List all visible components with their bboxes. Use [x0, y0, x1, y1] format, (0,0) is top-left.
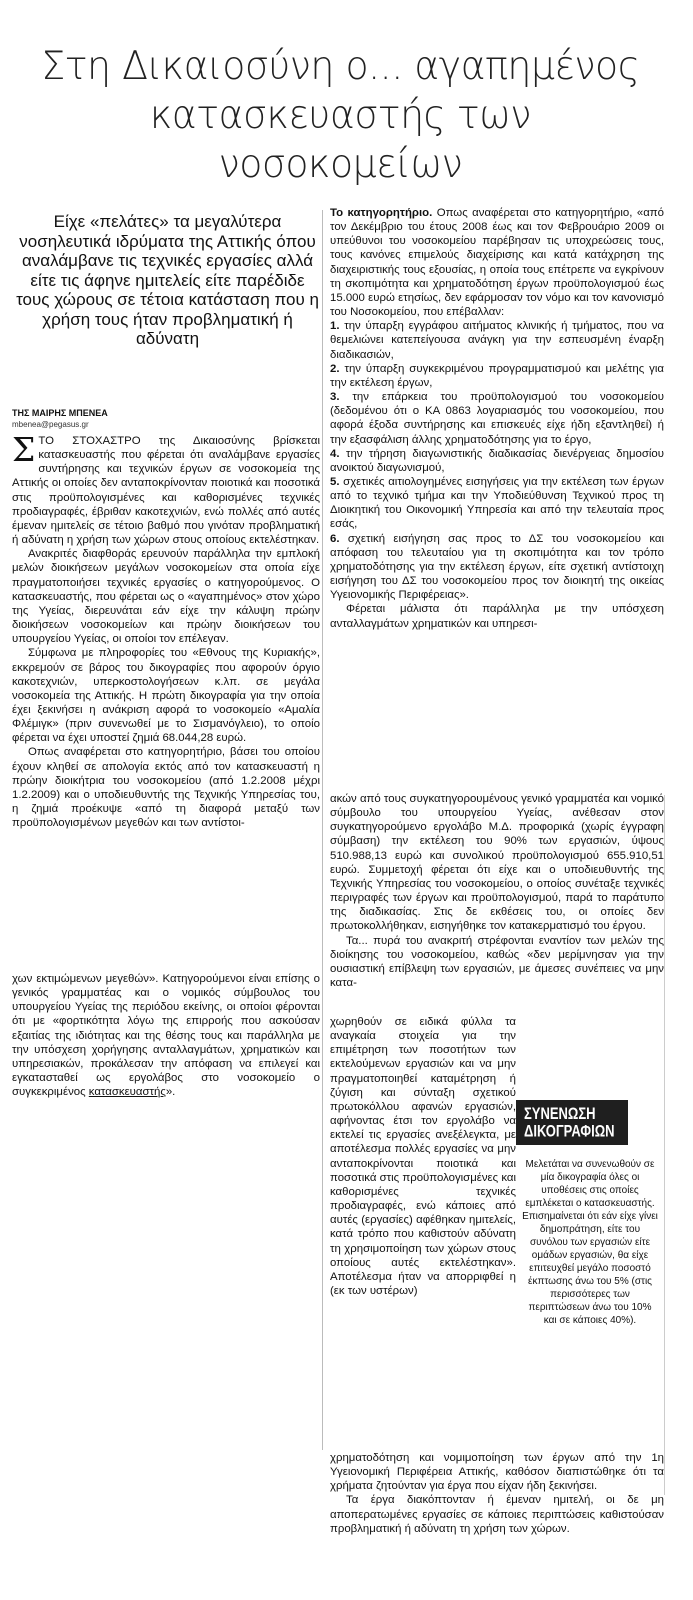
article-paragraph: Φέρεται μάλιστα ότι παράλληλα με την υπόσχεση ανταλλαγμάτων χρηματικών και υπηρεσι- [330, 603, 664, 630]
article-paragraph: χρηματοδότηση και νομιμοποίηση των έργων από την 1η Υγειονομική Περιφέρεια Αττικής, καθόσον διαπιστώθηκε ότι τα χρήματα ζητούνταν για έργα που είχαν ήδη ξεκινήσει. [330, 1452, 664, 1493]
article-paragraph: Ανακριτές διαφθοράς ερευνούν παράλληλα την εμπλοκή μελών διοικήσεων μεγάλων νοσοκομείων στα οποία είχε πραγματοποιήσει τεχνικές εργασίες ο κατηγορούμενος. Ο κατασκευαστής, που φέρεται ως ο «αγαπημένος» στον χώρο της Υγείας, διερευνάται εάν είχε την κάλυψη πρώην διοικήσεων νοσοκομείων και πρώην διοικήσεων του υπουργείου Υγείας, οι οποίοι τον επέλεγαν. [12, 548, 320, 646]
headline [30, 42, 651, 189]
kicker: Το κατηγορητήριο. [330, 207, 433, 219]
drop-cap: Σ [12, 430, 36, 469]
article-paragraph: Τα έργα διακόπτονταν ή έμεναν ημιτελή, οι δε μη αποπερατωμένες εργασίες σε κάποιες περιπτώσεις καθιστούσαν προβληματική ή αδύνατη τη χρήση των χώρων. [330, 1494, 664, 1535]
byline-author: ΤΗΣ ΜΑΙΡΗΣ ΜΠΕΝΕΑ [12, 408, 108, 418]
column-1-bottom [12, 972, 320, 1099]
indictment-item: 3. την επάρκεια του προϋπολογισμού του νοσοκομείου (δεδομένου ότι ο ΚΑ 0863 λογαριασμός του νοσοκομείου, που αφορά έξοδα συντήρησης και επισκευές είχε ήδη εξαντληθεί) ή την εξασφάλιση άλλης χρηματοδότησης για το έργο, [330, 391, 665, 446]
headline-line-1: Στη Δικαιοσύνη ο... αγαπημένος [41, 44, 640, 89]
constructor-link[interactable]: κατασκευαστής [88, 1086, 166, 1099]
column-divider [322, 210, 323, 1450]
column-2-middle [330, 792, 664, 990]
article-paragraph: ακών από τους συγκατηγορουμένους γενικό γραμματέα και νομικό σύμβουλο του υπουργείου Υγείας, ανέθεσαν στον συγκατηγορούμενο εργολάβο Μ.Δ. προφορικά (χωρίς έγγραφη σύμβαση) την εκτέλεση του 90% των εργασιών, ύψους 510.988,13 ευρώ και συνολικού προϋπολογισμού 655.910,51 ευρώ. Συμμετοχή φέρεται ότι είχε και ο υποδιευθυντής της Τεχνικής Υπηρεσίας του νοσοκομείου, ο οποίος συνέταξε τεχνικές περιγραφές των έργων και προϋπολογισμού, παρά το παράτυπο της διαδικασίας. Στις δε εκθέσεις του, οι οποίες δεν πρωτοκολλήθηκαν, εισηγήθηκε τον κατακερματισμό του έργου. [330, 793, 664, 933]
column-2-narrow [330, 1015, 516, 1298]
byline-email[interactable]: mbenea@pegasus.gr [12, 420, 89, 429]
article-paragraph: Οπως αναφέρεται στο κατηγορητήριο, βάσει του οποίου έχουν κληθεί σε απολογία εκτός από τον κατασκευαστή η πρώην διοικήτρια του νοσοκομείου (από 1.2.2008 μέχρι 1.2.2009) και ο υποδιευθυντής της Τεχνικής Υπηρεσίας του, η ζημιά προέκυψε «από τη διαφορά μεταξύ των προϋπολογισμένων μεγεθών και των αντίστοι- [12, 746, 320, 830]
column-2-bottom [330, 1451, 664, 1536]
lead-paragraph: Είχε «πελάτες» τα μεγαλύτερα νοσηλευτικά ιδρύματα της Αττικής όπου αναλάμβανε τις τεχνικές εργασίες αλλά είτε τις άφηνε ημιτελείς είτε παρέδιδε τους χώρους σε τέτοια κατάσταση που η χρήση τους ήταν προβληματική ή αδύνατη [16, 212, 319, 348]
indictment-item: 6. σχετική εισήγηση σας προς το ΔΣ του νοσοκομείου και απόφαση του τελευταίου για τη σκοπιμότητα και τον τρόπο χρηματοδότησης για την εκτέλεση έργων, είτε σχετική αντίστοιχη εισήγηση του ΔΣ του νοσοκομείου προς τον διοικητή της οικείας Υγειονομικής Περιφέρειας». [330, 532, 664, 602]
article-paragraph: Τα... πυρά του ανακριτή στρέφονται εναντίον των μελών της διοίκησης του νοσοκομείου, καθώς «δεν μερίμνησαν για την ουσιαστική επίβλεψη των εργασιών, με άμεσες συνέπειες να μην κατα- [330, 934, 664, 990]
column-2-top [330, 206, 664, 631]
indictment-item: 4. την τήρηση διαγωνιστικής διαδικασίας διενέργειας δημοσίου ανοικτού διαγωνισμού, [330, 447, 664, 474]
sidebar-text: Μελετάται να συνενωθούν σε μία δικογραφία όλες οι υποθέσεις στις οποίες εμπλέκεται ο κατασκευαστής. Επισημαίνεται ότι εάν είχε γίνει δημοπράτηση, είτε του συνόλου των εργασιών είτε ομάδων εργασιών, θα είχε επιτευχθεί μεγάλο ποσοστό έκπτωσης άνω του 5% (στις περισσότερες των περιπτώσεων άνω του 10% και σε κάποιες 40%). [522, 1159, 658, 1326]
sidebar-title: ΣΥΝΕΝΩΣΗ ΔΙΚΟΓΡΑΦΙΩΝ [516, 1100, 628, 1145]
column-1-top [12, 430, 320, 830]
indictment-item: 5. σχετικές αιτιολογημένες εισηγήσεις για την εκτέλεση των έργων από το τεχνικό τμήμα και την Υποδιεύθυνση Τεχνικού προς τη Διοικητική του Οικονομική Υπηρεσία και από την τελευταία προς εσάς, [330, 475, 664, 531]
article-paragraph: Σύμφωνα με πληροφορίες του «Εθνους της Κυριακής», εκκρεμούν σε βάρος του δικογραφίες που αφορούν όργιο κακοτεχνιών, υπερκοστολογήσεων κ.λπ. σε μεγάλα νοσοκομεία της Αττικής. Η πρώτη δικογραφία για την οποία έχει ξεκινήσει η ανάκριση αφορά το νοσοκομείο «Αμαλία Φλέμιγκ» (πριν συνενωθεί με το Σισμανόγλειο), το οποίο φέρεται να έχει υποστεί ζημιά 68.044,28 ευρώ. [12, 647, 320, 745]
column-divider-right [664, 795, 665, 1495]
article-paragraph: χων εκτιμώμενων μεγεθών». Κατηγορούμενοι είναι επίσης ο γενικός γραμματέας και ο νομικός σύμβουλος του υπουργείου Υγείας της περιόδου εκείνης, οι οποίοι φέρονται ότι με «φορτικότητα λόγω της επιρροής που ασκούσαν εξαιτίας της ιδιότητας και της θέσης τους και παράλληλα με την υπόσχεση χορήγησης ανταλλαγμάτων, χρηματικών και υπηρεσιακών, προκάλεσαν την απόφαση να επιλεγεί και εγκατασταθεί ως εργολάβος στο νοσοκομείο ο συγκεκριμένος κατασκευαστής». [12, 973, 320, 1099]
article-paragraph: χωρηθούν σε ειδικά φύλλα τα αναγκαία στοιχεία για την επιμέτρηση των ποσοτήτων των εκτελούμενων εργασιών και να μην πραγματοποιηθεί καταμέτρηση ή ζύγιση και σύνταξη σχετικού πρωτοκόλλου αφανών εργασιών, αφήνοντας έτσι τον εργολάβο να εκτελεί τις εργασίες ανεξέλεγκτα, με αποτέλεσμα πολλές εργασίες να μην ανταποκρίνονται ποιοτικά και ποσοτικά στις προϋπολογισμένες και καθορισμένες τεχνικές προδιαγραφές, ενώ κάποιες από αυτές (εργασίες) αφέθηκαν ημιτελείς, κατά τρόπο που καθιστούν αδύνατη τη χρησιμοποίηση των χώρων στους οποίους αυτές εκτελέστηκαν». Αποτέλεσμα ήταν να απορριφθεί η (εκ των υστέρων) [330, 1016, 516, 1297]
article-paragraph: ΣΤΟ ΣΤΟΧΑΣΤΡΟ της Δικαιοσύνης βρίσκεται κατασκευαστής που φέρεται ότι αναλάμβανε εργασίες συντήρησης και τεχνικών έργων σε νοσοκομεία της Αττικής οι οποίες δεν ανταποκρίνονταν ποιοτικά και ποσοτικά στις προϋπολογισμένες και καθορισμένες τεχνικές προδιαγραφές, έβριθαν κακοτεχνιών, ενώ πολλές από αυτές έμεναν ημιτελείς σε τέτοιο βαθμό που γινόταν προβληματική ή αδύνατη η χρήση των χώρων στους οποίους εκτελέστηκαν. [12, 430, 320, 547]
indictment-intro: Το κατηγορητήριο. Οπως αναφέρεται στο κατηγορητήριο, «από τον Δεκέμβριο του έτους 2008 έως και τον Φεβρουάριο 2009 οι υπεύθυνοι του νοσοκομείου παρέβησαν τις υποχρεώσεις τους, τους κανόνες επιμελούς διαχείρισης και κατά κατάχρηση της διαχειριστικής τους εξουσίας, η οποία τους επέτρεπε να εγκρίνουν τη σκοπιμότητα και χρηματοδότηση έργων προϋπολογισμού έως 15.000 ευρώ ετησίως, δεν εφάρμοσαν τον νόμο και τον κανονισμό του Νοσοκομείου, που επέβαλλαν: [330, 207, 664, 319]
headline-line-2: κατασκευαστής των νοσοκομείων [149, 93, 531, 187]
indictment-item: 1. την ύπαρξη εγγράφου αιτήματος κλινικής ή τμήματος, που να θεμελιώνει κατεπείγουσα ανάγκη για την εσπευσμένη έναρξη διαδικασιών, [330, 320, 665, 361]
sidebar-box [516, 1100, 664, 1327]
indictment-item: 2. την ύπαρξη συγκεκριμένου προγραμματισμού και μελέτης για την εκτέλεση έργων, [330, 362, 664, 389]
